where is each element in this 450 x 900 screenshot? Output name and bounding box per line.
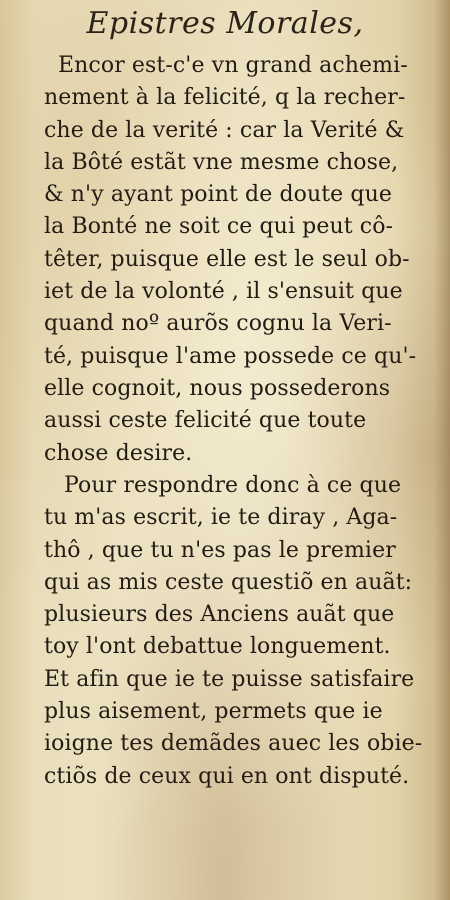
paragraph-2 bbox=[44, 470, 436, 793]
text-line: thô , que tu n'es pas le premier bbox=[44, 537, 396, 563]
text-line: qui as mis ceste questiõ en auãt: bbox=[44, 569, 413, 595]
text-line: & n'y ayant point de doute que bbox=[44, 182, 392, 208]
text-line: toy l'ont debattue longuement. bbox=[44, 634, 391, 660]
text-line: ctiõs de ceux qui en ont disputé. bbox=[44, 763, 410, 789]
text-line: quand noº aurõs cognu la Veri- bbox=[44, 311, 392, 337]
text-line: nement à la felicité, q la recher- bbox=[44, 85, 406, 111]
text-line: elle cognoit, nous possederons bbox=[44, 375, 391, 401]
text-line: chose desire. bbox=[44, 440, 193, 466]
text-line: têter, puisque elle est le seul ob- bbox=[44, 246, 410, 272]
text-line: Encor est-c'e vn grand achemi- bbox=[58, 53, 408, 78]
text-line: té, puisque l'ame possede ce qu'- bbox=[44, 343, 417, 369]
text-line: Pour respondre donc à ce que bbox=[64, 473, 402, 498]
running-head: Epistres Morales, bbox=[86, 6, 364, 41]
paragraph-1 bbox=[44, 50, 436, 470]
text-line: la Bôté estãt vne mesme chose, bbox=[44, 149, 399, 175]
text-line: la Bonté ne soit ce qui peut cô- bbox=[44, 214, 394, 240]
page-gutter-shadow bbox=[434, 0, 450, 900]
text-line: plusieurs des Anciens auãt que bbox=[44, 602, 395, 628]
text-line: plus aisement, permets que ie bbox=[44, 699, 383, 725]
text-line: ioigne tes demãdes auec les obie- bbox=[44, 731, 423, 757]
text-line: tu m'as escrit, ie te diray , Aga- bbox=[44, 505, 398, 531]
text-line: aussi ceste felicité que toute bbox=[44, 408, 367, 434]
text-line: iet de la volonté , il s'ensuit que bbox=[44, 279, 403, 305]
text-line: che de la verité : car la Verité & bbox=[44, 117, 405, 143]
text-line: Et afin que ie te puisse satisfaire bbox=[44, 666, 415, 692]
